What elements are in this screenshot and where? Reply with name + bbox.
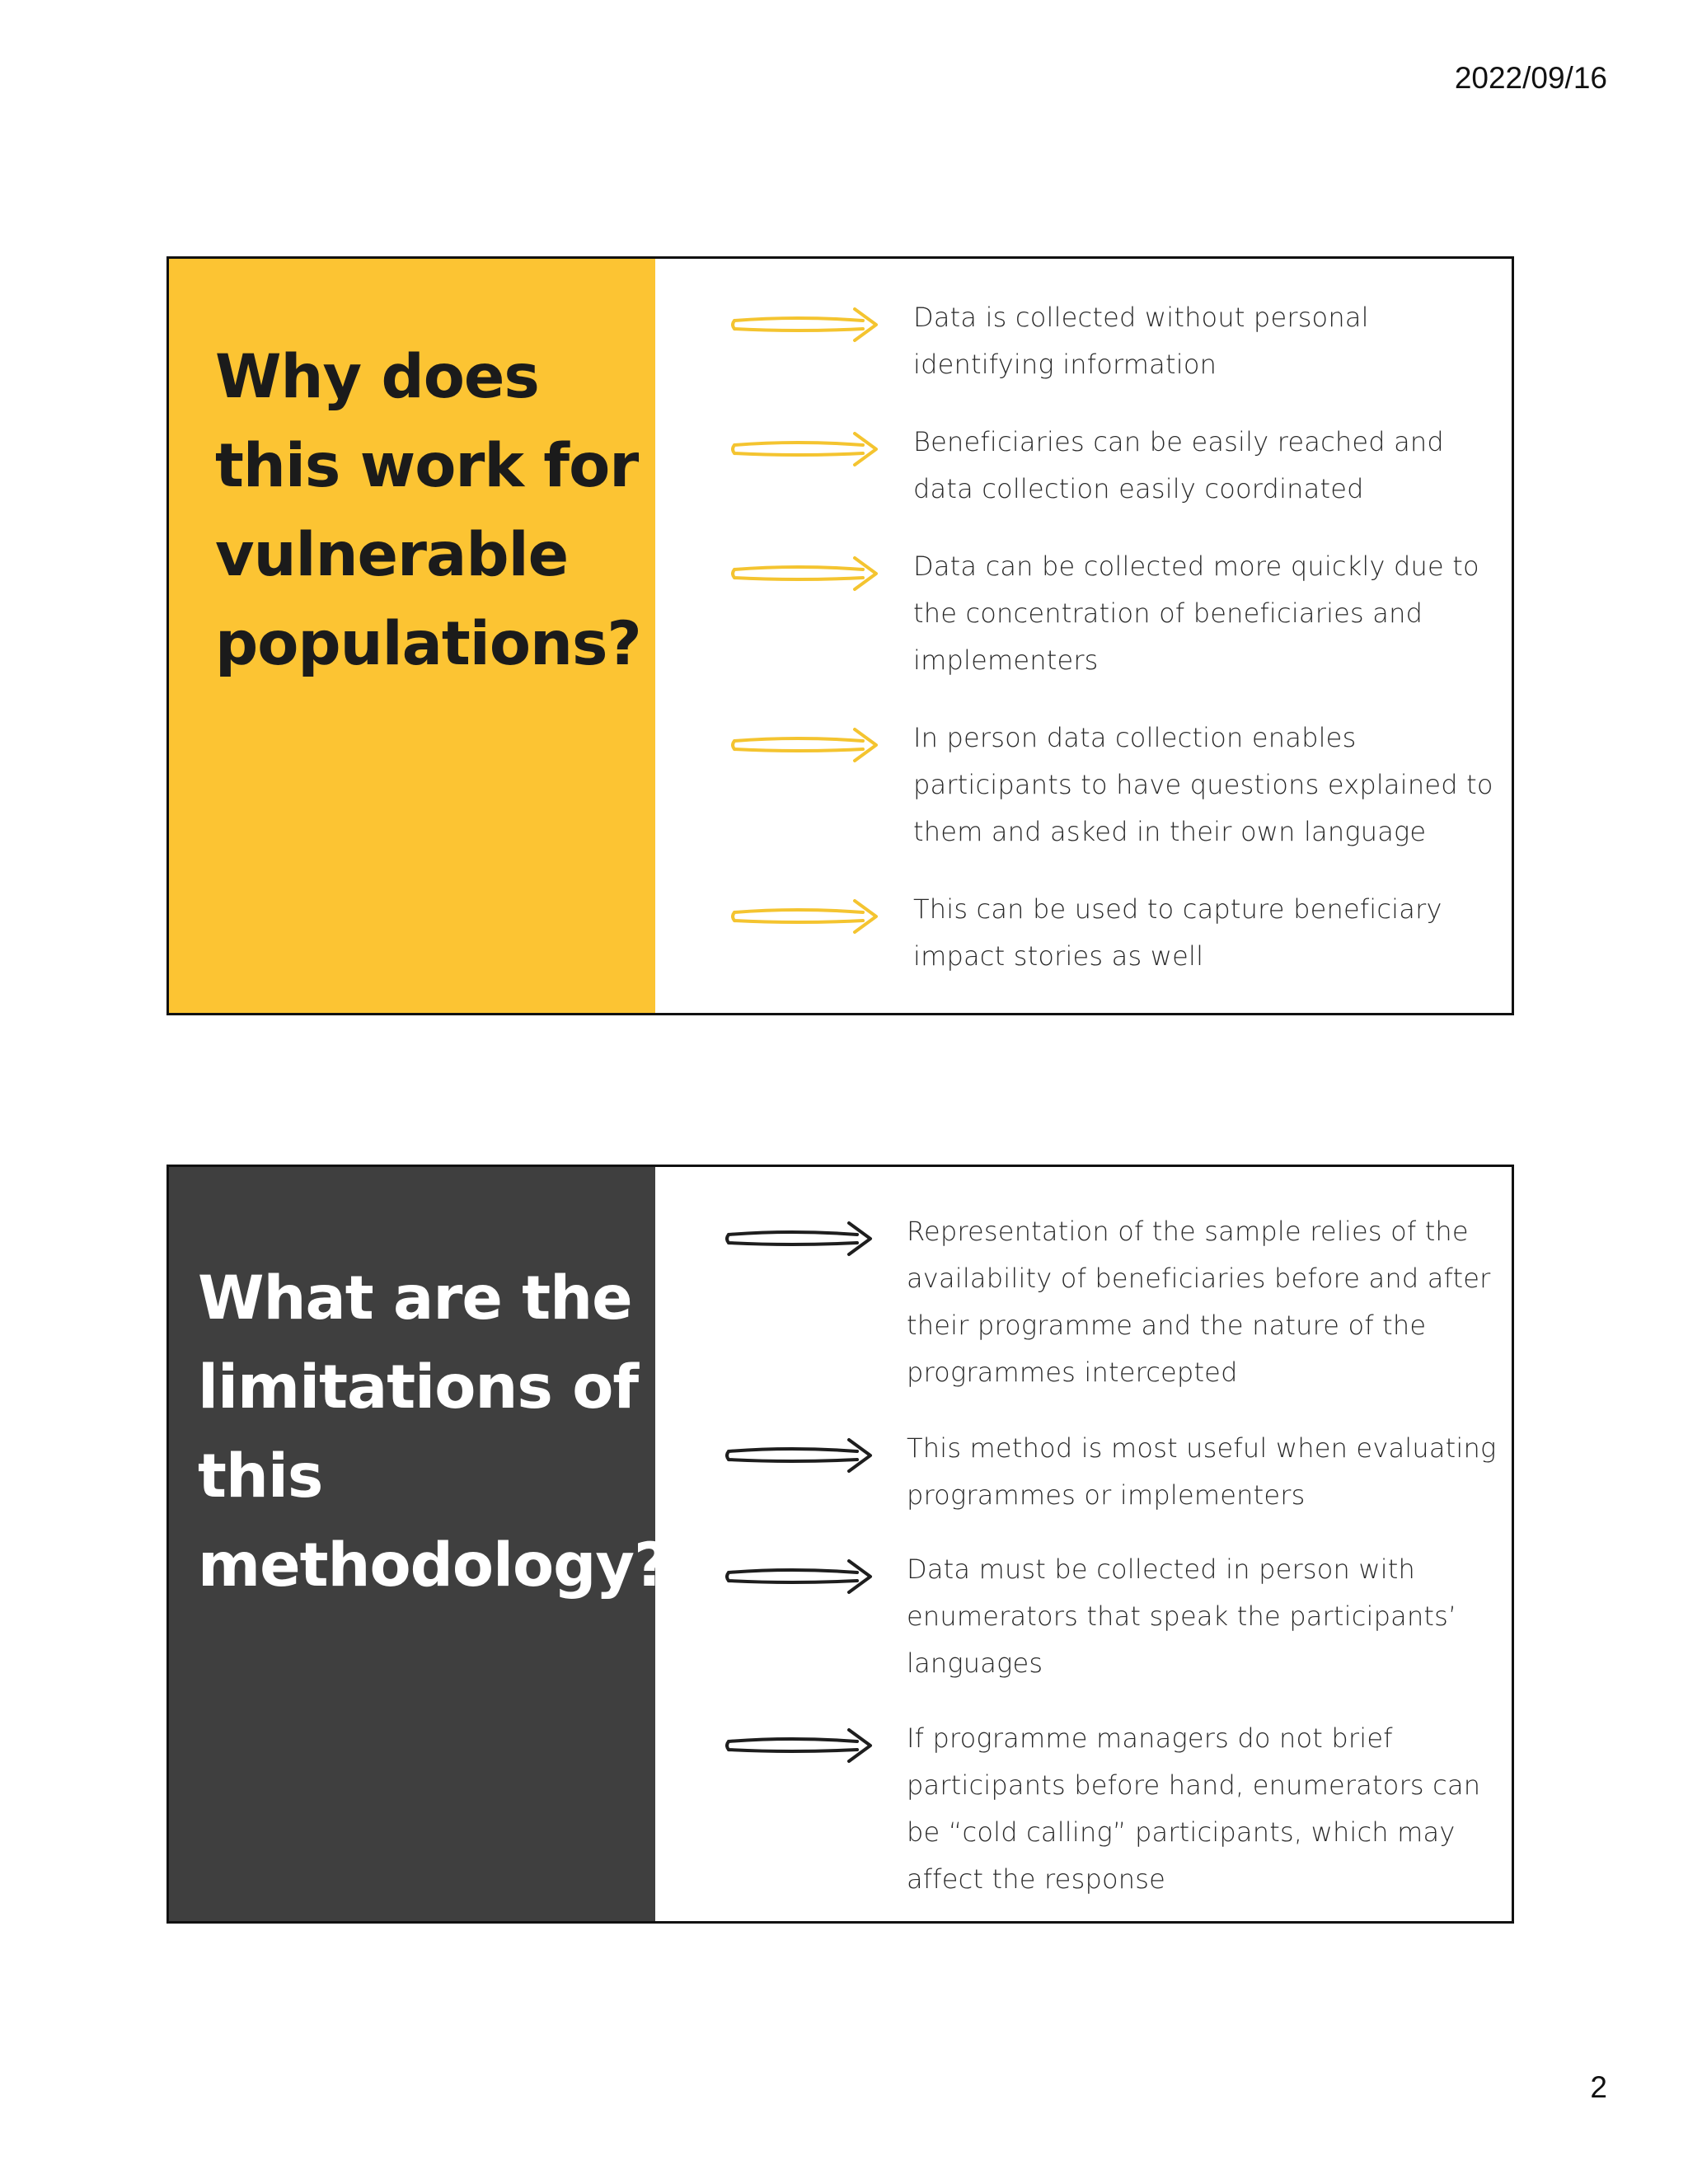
slide-why-it-works: [166, 256, 1514, 1015]
arrow-right-icon: [731, 429, 879, 470]
title-panel: [169, 1167, 668, 1921]
arrow-right-icon: [731, 304, 879, 345]
list-item-text: Data must be collected in person with enumerators that speak the participants’ languages: [907, 1554, 1457, 1679]
list-item-text: This can be used to capture beneficiary impact stories as well: [913, 893, 1442, 972]
list-item-text: This method is most useful when evaluating programmes or implementers: [907, 1432, 1497, 1511]
list-item-text: Data is collected without personal identifying information: [913, 302, 1369, 380]
list-item-text: If programme managers do not brief participants before hand, enumerators can be “cold calling” participants, which may affect the response: [907, 1722, 1481, 1895]
arrow-right-icon: [731, 896, 879, 937]
list-item: [169, 302, 1514, 380]
list-item: [169, 722, 1514, 847]
list-item: [169, 1432, 1514, 1511]
arrow-right-icon: [725, 1435, 874, 1476]
arrow-right-icon: [725, 1725, 874, 1766]
list-item: [169, 1216, 1514, 1388]
list-item-text: In person data collection enables participants to have questions explained to them and asked in their own language: [913, 722, 1493, 847]
list-item-text: Beneficiaries can be easily reached and data collection easily coordinated: [913, 426, 1444, 504]
list-item: [169, 551, 1514, 676]
slide-title: Why does this work for vulnerable populations?: [215, 342, 641, 679]
list-item: [169, 1554, 1514, 1679]
list-item: [169, 1722, 1514, 1895]
list-item: [169, 426, 1514, 504]
arrow-right-icon: [725, 1556, 874, 1597]
title-panel: [169, 259, 655, 1013]
arrow-right-icon: [731, 553, 879, 594]
slide-title: What are the limitations of this methodology?: [198, 1263, 668, 1601]
arrow-right-icon: [725, 1218, 874, 1259]
page-number: 2: [1590, 2070, 1607, 2104]
arrow-right-icon: [731, 724, 879, 766]
list-item-text: Representation of the sample relies of the availability of beneficiaries before and after their programme and the nature of the programmes intercepted: [907, 1216, 1491, 1388]
page-date: 2022/09/16: [1454, 61, 1607, 95]
list-item-text: Data can be collected more quickly due to the concentration of beneficiaries and implementers: [913, 551, 1479, 676]
list-item: [169, 893, 1514, 972]
slide-limitations: [166, 1165, 1514, 1924]
